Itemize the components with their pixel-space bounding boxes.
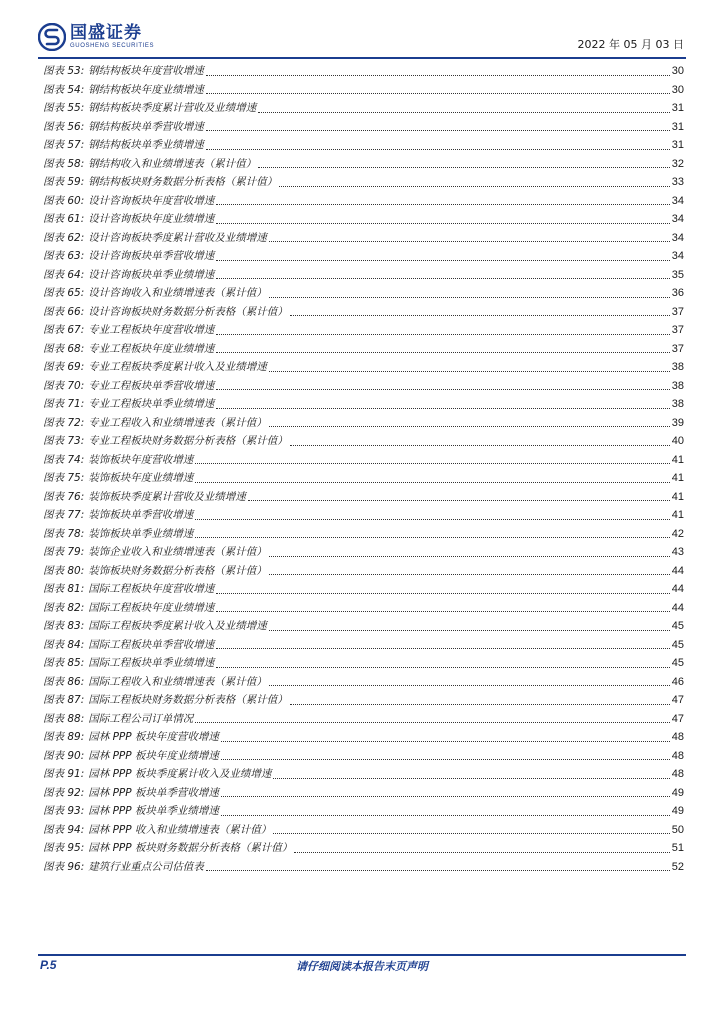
toc-dot-leader <box>294 852 669 853</box>
toc-entry-page: 41 <box>671 472 684 484</box>
toc-entry-label: 图表 82: <box>43 601 85 614</box>
page-header <box>38 22 686 56</box>
toc-entry-title: 专业工程板块单季营收增速 <box>88 379 215 392</box>
toc-dot-leader <box>269 630 670 631</box>
toc-dot-leader <box>221 741 670 742</box>
toc-entry-label: 图表 89: <box>43 731 85 743</box>
toc-entry-title: 国际工程板块年度业绩增速 <box>88 601 215 614</box>
toc-entry-title: 园林 PPP 收入和业绩增速表（累计值） <box>88 823 272 836</box>
toc-entry[interactable] <box>43 247 684 266</box>
toc-entry-page: 46 <box>671 675 684 688</box>
toc-entry-title: 专业工程板块单季业绩增速 <box>88 398 215 410</box>
toc-entry-page: 36 <box>671 287 684 299</box>
toc-entry-title: 钢结构板块单季营收增速 <box>88 120 204 133</box>
toc-entry[interactable] <box>43 636 684 655</box>
toc-entry-label: 图表 88: <box>43 712 85 725</box>
toc-dot-leader <box>195 482 670 483</box>
toc-entry-label: 图表 57: <box>43 139 85 151</box>
toc-entry-title: 专业工程收入和业绩增速表（累计值） <box>88 416 267 429</box>
toc-entry-label: 图表 61: <box>43 213 85 225</box>
toc-dot-leader <box>216 278 670 279</box>
toc-entry-page: 38 <box>671 398 684 410</box>
toc-dot-leader <box>206 149 670 150</box>
toc-entry-label: 图表 83: <box>43 620 85 632</box>
toc-entry-page: 49 <box>671 786 684 799</box>
report-date: 2022 年 05 月 03 日 <box>577 38 684 51</box>
toc-dot-leader <box>273 833 669 834</box>
toc-dot-leader <box>195 537 670 538</box>
toc-entry[interactable] <box>43 839 684 858</box>
toc-entry-title: 设计咨询板块单季业绩增速 <box>88 268 215 281</box>
toc-entry-label: 图表 55: <box>43 102 85 114</box>
toc-entry[interactable] <box>43 617 684 636</box>
footer-divider <box>38 954 686 956</box>
toc-entry-title: 钢结构板块年度业绩增速 <box>88 83 204 96</box>
toc-entry[interactable] <box>43 580 684 599</box>
toc-entry-page: 40 <box>671 435 684 447</box>
toc-entry[interactable] <box>43 321 684 340</box>
toc-entry-label: 图表 76: <box>43 490 85 503</box>
toc-entry-label: 图表 58: <box>43 157 85 170</box>
toc-entry-title: 装饰板块年度营收增速 <box>88 453 194 466</box>
toc-entry-title: 钢结构板块财务数据分析表格（累计值） <box>88 176 278 188</box>
toc-entry-page: 49 <box>671 805 684 817</box>
toc-entry-page: 35 <box>671 268 684 281</box>
toc-entry-title: 园林 PPP 板块季度累计收入及业绩增速 <box>88 768 272 780</box>
toc-entry-title: 园林 PPP 板块年度营收增速 <box>88 731 219 743</box>
toc-entry[interactable] <box>43 488 684 507</box>
toc-dot-leader <box>290 445 670 446</box>
toc-entry-label: 图表 95: <box>43 842 85 854</box>
toc-entry-label: 图表 86: <box>43 675 85 688</box>
toc-entry[interactable] <box>43 303 684 322</box>
toc-entry[interactable] <box>43 525 684 544</box>
toc-entry-page: 32 <box>671 157 684 170</box>
toc-entry-label: 图表 75: <box>43 472 85 484</box>
toc-entry[interactable] <box>43 432 684 451</box>
toc-entry-label: 图表 56: <box>43 120 85 133</box>
toc-entry-label: 图表 67: <box>43 324 85 336</box>
toc-entry[interactable] <box>43 599 684 618</box>
toc-entry-page: 34 <box>671 194 684 207</box>
toc-entry[interactable] <box>43 229 684 248</box>
toc-entry-title: 装饰企业收入和业绩增速表（累计值） <box>88 546 267 558</box>
toc-entry-page: 48 <box>671 749 684 762</box>
toc-entry[interactable] <box>43 858 684 877</box>
toc-entry-label: 图表 79: <box>43 546 85 558</box>
toc-entry-title: 园林 PPP 板块年度业绩增速 <box>88 749 219 762</box>
toc-entry[interactable] <box>43 192 684 211</box>
logo-wordmark <box>70 24 154 50</box>
toc-entry[interactable] <box>43 506 684 525</box>
toc-dot-leader <box>258 112 670 113</box>
toc-entry[interactable] <box>43 395 684 414</box>
toc-dot-leader <box>195 463 670 464</box>
figure-list <box>43 62 684 876</box>
toc-entry-page: 39 <box>671 416 684 429</box>
toc-entry-label: 图表 77: <box>43 509 85 521</box>
toc-entry-title: 国际工程板块季度累计收入及业绩增速 <box>88 620 267 632</box>
toc-dot-leader <box>216 260 670 261</box>
toc-entry-title: 设计咨询板块单季营收增速 <box>88 250 215 262</box>
toc-dot-leader <box>290 315 670 316</box>
toc-dot-leader <box>216 667 670 668</box>
toc-entry-title: 国际工程板块单季营收增速 <box>88 638 215 651</box>
toc-dot-leader <box>290 704 670 705</box>
toc-entry-label: 图表 73: <box>43 435 85 447</box>
toc-entry-page: 38 <box>671 379 684 392</box>
toc-entry[interactable] <box>43 654 684 673</box>
toc-dot-leader <box>216 648 670 649</box>
toc-dot-leader <box>248 500 670 501</box>
toc-entry-title: 园林 PPP 板块单季业绩增速 <box>88 805 219 817</box>
toc-entry-label: 图表 80: <box>43 564 85 577</box>
toc-entry-title: 国际工程板块单季业绩增速 <box>88 657 215 669</box>
toc-dot-leader <box>206 75 670 76</box>
toc-dot-leader <box>221 796 670 797</box>
page-number: P.5 <box>40 958 57 972</box>
toc-entry-label: 图表 74: <box>43 453 85 466</box>
toc-entry-label: 图表 62: <box>43 231 85 244</box>
toc-dot-leader <box>269 297 670 298</box>
toc-entry[interactable] <box>43 784 684 803</box>
toc-dot-leader <box>195 722 670 723</box>
toc-entry-label: 图表 96: <box>43 860 85 873</box>
toc-entry-page: 37 <box>671 324 684 336</box>
toc-entry-page: 34 <box>671 250 684 262</box>
toc-entry-title: 钢结构收入和业绩增速表（累计值） <box>88 157 257 170</box>
header-divider <box>38 57 686 59</box>
toc-entry-title: 专业工程板块年度业绩增速 <box>88 342 215 355</box>
toc-entry-page: 48 <box>671 768 684 780</box>
toc-entry[interactable] <box>43 99 684 118</box>
toc-entry-page: 41 <box>671 490 684 503</box>
toc-entry-label: 图表 72: <box>43 416 85 429</box>
toc-dot-leader <box>216 204 670 205</box>
toc-entry[interactable] <box>43 284 684 303</box>
toc-entry-title: 钢结构板块季度累计营收及业绩增速 <box>88 102 257 114</box>
toc-entry-page: 31 <box>671 120 684 133</box>
toc-entry-page: 47 <box>671 694 684 706</box>
toc-entry[interactable] <box>43 469 684 488</box>
toc-entry-title: 设计咨询板块年度营收增速 <box>88 194 215 207</box>
toc-entry-page: 48 <box>671 731 684 743</box>
toc-entry-label: 图表 78: <box>43 527 85 540</box>
toc-entry-title: 设计咨询板块年度业绩增速 <box>88 213 215 225</box>
toc-dot-leader <box>221 759 670 760</box>
toc-entry-title: 国际工程板块财务数据分析表格（累计值） <box>88 694 288 706</box>
toc-entry[interactable] <box>43 414 684 433</box>
toc-entry-label: 图表 90: <box>43 749 85 762</box>
toc-entry-page: 34 <box>671 213 684 225</box>
toc-entry[interactable] <box>43 155 684 174</box>
toc-entry-label: 图表 64: <box>43 268 85 281</box>
toc-dot-leader <box>269 371 670 372</box>
toc-dot-leader <box>273 778 669 779</box>
toc-dot-leader <box>216 593 670 594</box>
toc-entry-page: 30 <box>671 65 684 77</box>
toc-entry[interactable] <box>43 710 684 729</box>
toc-entry-label: 图表 69: <box>43 361 85 373</box>
toc-entry-title: 建筑行业重点公司估值表 <box>88 860 204 873</box>
guosheng-logo-icon <box>38 23 66 51</box>
toc-entry-title: 钢结构板块年度营收增速 <box>88 65 204 77</box>
toc-entry[interactable] <box>43 543 684 562</box>
toc-entry-label: 图表 54: <box>43 83 85 96</box>
toc-entry-page: 37 <box>671 305 684 318</box>
toc-entry-title: 设计咨询板块财务数据分析表格（累计值） <box>88 305 288 318</box>
toc-entry-page: 41 <box>671 453 684 466</box>
toc-dot-leader <box>269 574 670 575</box>
toc-dot-leader <box>258 167 670 168</box>
toc-entry[interactable] <box>43 747 684 766</box>
toc-entry[interactable] <box>43 62 684 81</box>
toc-entry[interactable] <box>43 358 684 377</box>
toc-entry-title: 钢结构板块单季业绩增速 <box>88 139 204 151</box>
toc-entry[interactable] <box>43 210 684 229</box>
toc-entry-title: 装饰板块财务数据分析表格（累计值） <box>88 564 267 577</box>
toc-entry-label: 图表 68: <box>43 342 85 355</box>
toc-entry-title: 国际工程公司订单情况 <box>88 712 194 725</box>
toc-entry-page: 47 <box>671 712 684 725</box>
toc-entry-page: 38 <box>671 361 684 373</box>
toc-entry[interactable] <box>43 266 684 285</box>
toc-dot-leader <box>216 334 670 335</box>
toc-entry[interactable] <box>43 821 684 840</box>
logo-chinese-name: 国盛证券 <box>70 23 142 43</box>
toc-entry-label: 图表 65: <box>43 287 85 299</box>
toc-entry-page: 52 <box>671 860 684 873</box>
toc-entry-page: 34 <box>671 231 684 244</box>
disclaimer-note: 请仔细阅读本报告末页声明 <box>296 960 428 973</box>
toc-entry-title: 专业工程板块年度营收增速 <box>88 324 215 336</box>
toc-dot-leader <box>216 223 670 224</box>
toc-entry-title: 国际工程收入和业绩增速表（累计值） <box>88 675 267 688</box>
logo-english-name: GUOSHENG SECURITIES <box>70 43 155 49</box>
toc-dot-leader <box>206 93 670 94</box>
toc-entry-label: 图表 81: <box>43 583 85 595</box>
toc-entry-label: 图表 92: <box>43 786 85 799</box>
toc-entry-title: 设计咨询板块季度累计营收及业绩增速 <box>88 231 267 244</box>
toc-entry[interactable] <box>43 802 684 821</box>
toc-entry-page: 31 <box>671 139 684 151</box>
toc-entry-title: 国际工程板块年度营收增速 <box>88 583 215 595</box>
toc-entry-title: 装饰板块单季业绩增速 <box>88 527 194 540</box>
company-logo <box>38 22 154 52</box>
toc-entry-label: 图表 85: <box>43 657 85 669</box>
toc-entry-page: 30 <box>671 83 684 96</box>
toc-entry-title: 园林 PPP 板块单季营收增速 <box>88 786 219 799</box>
toc-dot-leader <box>206 130 670 131</box>
toc-entry-title: 装饰板块季度累计营收及业绩增速 <box>88 490 246 503</box>
toc-entry-page: 45 <box>671 638 684 651</box>
toc-entry[interactable] <box>43 765 684 784</box>
toc-entry-label: 图表 59: <box>43 176 85 188</box>
toc-dot-leader <box>216 408 670 409</box>
toc-entry-label: 图表 71: <box>43 398 85 410</box>
toc-dot-leader <box>269 556 670 557</box>
toc-entry-label: 图表 87: <box>43 694 85 706</box>
toc-entry[interactable] <box>43 340 684 359</box>
toc-entry-page: 37 <box>671 342 684 355</box>
toc-entry-page: 43 <box>671 546 684 558</box>
toc-entry-page: 45 <box>671 620 684 632</box>
toc-entry-page: 44 <box>671 583 684 595</box>
toc-dot-leader <box>206 870 670 871</box>
toc-entry-page: 51 <box>671 842 684 854</box>
toc-dot-leader <box>269 426 670 427</box>
toc-dot-leader <box>195 519 670 520</box>
toc-dot-leader <box>216 611 670 612</box>
toc-entry[interactable] <box>43 728 684 747</box>
toc-entry[interactable] <box>43 81 684 100</box>
toc-entry-title: 装饰板块单季营收增速 <box>88 509 194 521</box>
toc-dot-leader <box>221 815 670 816</box>
toc-entry-label: 图表 70: <box>43 379 85 392</box>
toc-entry[interactable] <box>43 118 684 137</box>
toc-dot-leader <box>216 389 670 390</box>
toc-entry-label: 图表 94: <box>43 823 85 836</box>
toc-entry-page: 45 <box>671 657 684 669</box>
toc-entry[interactable] <box>43 562 684 581</box>
toc-entry-page: 33 <box>671 176 684 188</box>
toc-entry-title: 设计咨询收入和业绩增速表（累计值） <box>88 287 267 299</box>
toc-entry-page: 41 <box>671 509 684 521</box>
toc-entry-label: 图表 53: <box>43 65 85 77</box>
toc-entry-label: 图表 63: <box>43 250 85 262</box>
toc-entry-page: 31 <box>671 102 684 114</box>
toc-entry-page: 50 <box>671 823 684 836</box>
toc-entry-page: 42 <box>671 527 684 540</box>
toc-entry[interactable] <box>43 673 684 692</box>
toc-dot-leader <box>269 241 670 242</box>
toc-dot-leader <box>216 352 670 353</box>
toc-dot-leader <box>269 685 670 686</box>
toc-entry[interactable] <box>43 377 684 396</box>
toc-entry-label: 图表 93: <box>43 805 85 817</box>
toc-entry-title: 专业工程板块季度累计收入及业绩增速 <box>88 361 267 373</box>
toc-entry-label: 图表 60: <box>43 194 85 207</box>
toc-entry-page: 44 <box>671 564 684 577</box>
toc-entry-title: 装饰板块年度业绩增速 <box>88 472 194 484</box>
toc-entry-label: 图表 91: <box>43 768 85 780</box>
toc-dot-leader <box>279 186 670 187</box>
toc-entry-label: 图表 84: <box>43 638 85 651</box>
toc-entry[interactable] <box>43 173 684 192</box>
toc-entry[interactable] <box>43 691 684 710</box>
toc-entry[interactable] <box>43 136 684 155</box>
toc-entry-label: 图表 66: <box>43 305 85 318</box>
toc-entry-page: 44 <box>671 601 684 614</box>
toc-entry[interactable] <box>43 451 684 470</box>
toc-entry-title: 园林 PPP 板块财务数据分析表格（累计值） <box>88 842 293 854</box>
toc-entry-title: 专业工程板块财务数据分析表格（累计值） <box>88 435 288 447</box>
